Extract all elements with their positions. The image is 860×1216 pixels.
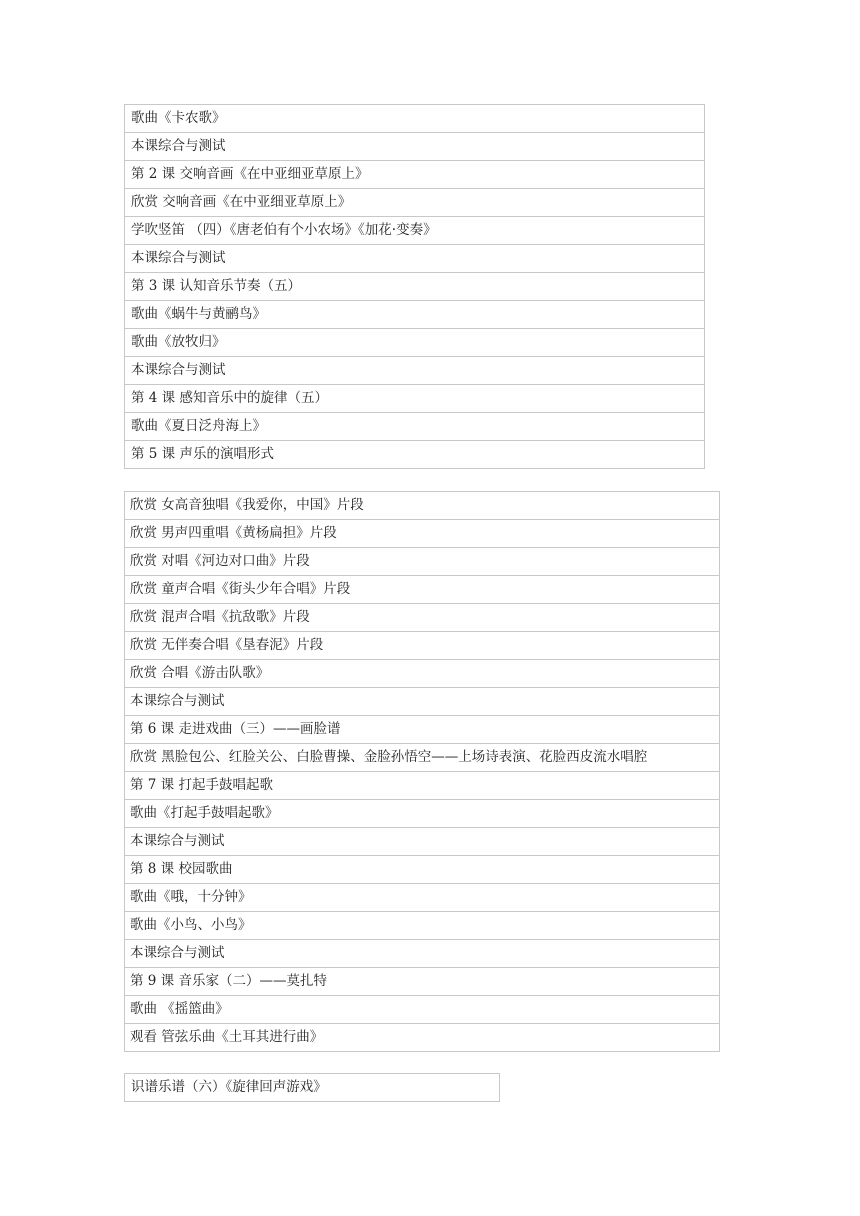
lesson-table-1-body: [125, 105, 705, 469]
table-cell: 观看 管弦乐曲《土耳其进行曲》: [125, 1024, 720, 1052]
table-cell: 欣赏 女高音独唱《我爱你，中国》片段: [125, 492, 720, 520]
lesson-table-2: [124, 491, 720, 1052]
lesson-table-3-body: [125, 1074, 500, 1102]
table-row: [125, 520, 720, 548]
table-cell: 歌曲《蜗牛与黄鹂鸟》: [125, 301, 705, 329]
table-cell: 本课综合与测试: [125, 940, 720, 968]
table-cell: 歌曲《打起手鼓唱起歌》: [125, 800, 720, 828]
table-row: [125, 996, 720, 1024]
table-row: [125, 912, 720, 940]
table-cell: 本课综合与测试: [125, 133, 705, 161]
table-cell: 第 5 课 声乐的演唱形式: [125, 441, 705, 469]
table-row: [125, 1074, 500, 1102]
table-row: [125, 413, 705, 441]
table-cell: 歌曲《卡农歌》: [125, 105, 705, 133]
table-row: [125, 632, 720, 660]
lesson-table-1: [124, 104, 705, 469]
table-row: [125, 940, 720, 968]
table-cell: 第 4 课 感知音乐中的旋律（五）: [125, 385, 705, 413]
table-cell: 本课综合与测试: [125, 688, 720, 716]
table-cell: 本课综合与测试: [125, 357, 705, 385]
table-cell: 歌曲 《摇篮曲》: [125, 996, 720, 1024]
table-cell: 第 2 课 交响音画《在中亚细亚草原上》: [125, 161, 705, 189]
table-row: [125, 189, 705, 217]
table-cell: 欣赏 无伴奏合唱《垦春泥》片段: [125, 632, 720, 660]
table-row: [125, 329, 705, 357]
table-cell: 本课综合与测试: [125, 828, 720, 856]
table-row: [125, 548, 720, 576]
table-cell: 欣赏 男声四重唱《黄杨扁担》片段: [125, 520, 720, 548]
table-cell: 本课综合与测试: [125, 245, 705, 273]
table-cell: 歌曲《小鸟、小鸟》: [125, 912, 720, 940]
table-cell: 歌曲《夏日泛舟海上》: [125, 413, 705, 441]
table-cell: 欣赏 黑脸包公、红脸关公、白脸曹操、金脸孙悟空——上场诗表演、花脸西皮流水唱腔: [125, 744, 720, 772]
table-row: [125, 968, 720, 996]
table-row: [125, 385, 705, 413]
table-cell: 欣赏 混声合唱《抗敌歌》片段: [125, 604, 720, 632]
table-cell: 第 3 课 认知音乐节奏（五）: [125, 273, 705, 301]
table-row: [125, 688, 720, 716]
table-row: [125, 245, 705, 273]
table-cell: 歌曲《放牧归》: [125, 329, 705, 357]
table-row: [125, 716, 720, 744]
table-row: [125, 884, 720, 912]
table-cell: 第 6 课 走进戏曲（三）——画脸谱: [125, 716, 720, 744]
table-row: [125, 273, 705, 301]
table-cell: 欣赏 交响音画《在中亚细亚草原上》: [125, 189, 705, 217]
table-cell: 第 8 课 校园歌曲: [125, 856, 720, 884]
table-row: [125, 660, 720, 688]
table-cell: 学吹竖笛 （四）《唐老伯有个小农场》《加花·变奏》: [125, 217, 705, 245]
table-row: [125, 1024, 720, 1052]
table-row: [125, 492, 720, 520]
table-row: [125, 161, 705, 189]
table-row: [125, 301, 705, 329]
table-row: [125, 744, 720, 772]
table-cell: 识谱乐谱（六）《旋律回声游戏》: [125, 1074, 500, 1102]
table-row: [125, 357, 705, 385]
table-row: [125, 105, 705, 133]
table-row: [125, 800, 720, 828]
lesson-table-3: [124, 1073, 500, 1102]
table-cell: 欣赏 对唱《河边对口曲》片段: [125, 548, 720, 576]
table-row: [125, 856, 720, 884]
table-cell: 欣赏 童声合唱《街头少年合唱》片段: [125, 576, 720, 604]
table-cell: 第 9 课 音乐家（二）——莫扎特: [125, 968, 720, 996]
table-row: [125, 576, 720, 604]
table-cell: 第 7 课 打起手鼓唱起歌: [125, 772, 720, 800]
lesson-table-2-body: [125, 492, 720, 1052]
table-row: [125, 828, 720, 856]
table-cell: 欣赏 合唱《游击队歌》: [125, 660, 720, 688]
table-row: [125, 133, 705, 161]
table-row: [125, 441, 705, 469]
table-row: [125, 217, 705, 245]
table-row: [125, 772, 720, 800]
table-cell: 歌曲《哦，十分钟》: [125, 884, 720, 912]
table-row: [125, 604, 720, 632]
